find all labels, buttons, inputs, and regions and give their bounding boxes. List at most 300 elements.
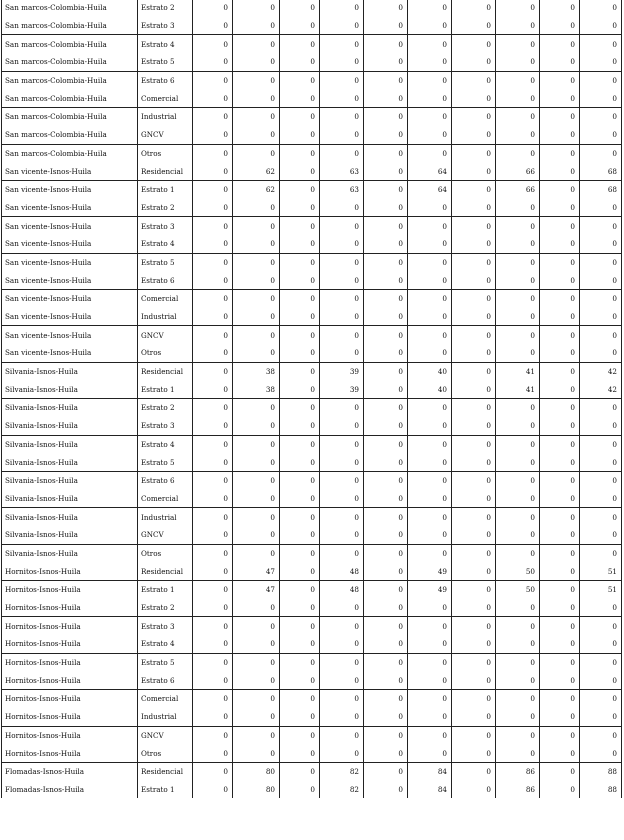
municipio-cell: Silvania-Isnos-Huila [2, 380, 138, 398]
value-cell: 0 [540, 199, 580, 217]
value-cell: 0 [580, 599, 622, 617]
value-cell: 0 [496, 399, 540, 417]
value-cell: 0 [320, 435, 364, 453]
table-row [2, 581, 622, 599]
value-cell: 0 [452, 144, 496, 162]
municipio-cell: San vicente-Isnos-Huila [2, 253, 138, 271]
value-cell: 0 [364, 490, 408, 508]
estrato-cell: Industrial [138, 708, 193, 726]
value-cell: 0 [452, 490, 496, 508]
value-cell: 0 [193, 671, 233, 689]
value-cell: 0 [452, 35, 496, 53]
value-cell: 0 [280, 671, 320, 689]
value-cell: 0 [408, 471, 452, 489]
value-cell: 0 [452, 162, 496, 180]
value-cell: 0 [364, 344, 408, 362]
table-body [2, 0, 622, 798]
value-cell: 0 [540, 744, 580, 762]
value-cell: 0 [280, 235, 320, 253]
value-cell: 64 [408, 162, 452, 180]
value-cell: 0 [320, 326, 364, 344]
estrato-cell: Industrial [138, 308, 193, 326]
value-cell: 0 [280, 35, 320, 53]
value-cell: 0 [408, 253, 452, 271]
value-cell: 0 [580, 671, 622, 689]
value-cell: 0 [452, 399, 496, 417]
value-cell: 0 [496, 544, 540, 562]
value-cell: 0 [496, 326, 540, 344]
value-cell: 0 [452, 417, 496, 435]
table-row [2, 508, 622, 526]
value-cell: 0 [452, 326, 496, 344]
value-cell: 0 [364, 635, 408, 653]
value-cell: 0 [193, 253, 233, 271]
value-cell: 0 [280, 217, 320, 235]
value-cell: 0 [280, 744, 320, 762]
value-cell: 0 [233, 326, 280, 344]
value-cell: 0 [193, 344, 233, 362]
value-cell: 0 [320, 199, 364, 217]
table-row [2, 417, 622, 435]
value-cell: 0 [233, 417, 280, 435]
value-cell: 38 [233, 380, 280, 398]
value-cell: 0 [452, 235, 496, 253]
value-cell: 0 [193, 781, 233, 799]
value-cell: 0 [233, 744, 280, 762]
value-cell: 0 [320, 726, 364, 744]
value-cell: 0 [452, 708, 496, 726]
municipio-cell: Silvania-Isnos-Huila [2, 417, 138, 435]
value-cell: 0 [233, 726, 280, 744]
value-cell: 0 [233, 708, 280, 726]
table-row [2, 635, 622, 653]
estrato-cell: Estrato 6 [138, 271, 193, 289]
estrato-cell: Residencial [138, 362, 193, 380]
value-cell: 39 [320, 362, 364, 380]
value-cell: 0 [580, 708, 622, 726]
table-row [2, 71, 622, 89]
table-row [2, 344, 622, 362]
value-cell: 0 [193, 235, 233, 253]
value-cell: 0 [193, 180, 233, 198]
value-cell: 0 [193, 581, 233, 599]
table-row [2, 108, 622, 126]
table-row [2, 53, 622, 71]
estrato-cell: Otros [138, 744, 193, 762]
value-cell: 0 [580, 17, 622, 35]
value-cell: 0 [364, 362, 408, 380]
value-cell: 0 [320, 453, 364, 471]
municipio-cell: San vicente-Isnos-Huila [2, 162, 138, 180]
municipio-cell: San marcos-Colombia-Huila [2, 35, 138, 53]
value-cell: 0 [496, 144, 540, 162]
value-cell: 0 [408, 144, 452, 162]
value-cell: 0 [233, 635, 280, 653]
value-cell: 0 [496, 108, 540, 126]
value-cell: 0 [540, 89, 580, 107]
value-cell: 0 [496, 53, 540, 71]
table-row [2, 744, 622, 762]
value-cell: 0 [280, 344, 320, 362]
value-cell: 0 [452, 380, 496, 398]
value-cell: 0 [540, 399, 580, 417]
value-cell: 0 [540, 599, 580, 617]
value-cell: 0 [540, 271, 580, 289]
value-cell: 0 [580, 690, 622, 708]
value-cell: 0 [580, 290, 622, 308]
municipio-cell: Hornitos-Isnos-Huila [2, 726, 138, 744]
value-cell: 0 [280, 653, 320, 671]
value-cell: 0 [320, 71, 364, 89]
value-cell: 0 [496, 690, 540, 708]
value-cell: 0 [280, 71, 320, 89]
table-row [2, 726, 622, 744]
value-cell: 0 [193, 526, 233, 544]
municipio-cell: San vicente-Isnos-Huila [2, 180, 138, 198]
municipio-cell: San vicente-Isnos-Huila [2, 271, 138, 289]
table-row [2, 671, 622, 689]
value-cell: 0 [580, 344, 622, 362]
value-cell: 0 [364, 744, 408, 762]
table-row [2, 617, 622, 635]
value-cell: 86 [496, 781, 540, 799]
value-cell: 0 [364, 581, 408, 599]
table-row [2, 562, 622, 580]
value-cell: 0 [280, 581, 320, 599]
value-cell: 0 [233, 71, 280, 89]
value-cell: 0 [193, 271, 233, 289]
value-cell: 0 [408, 126, 452, 144]
table-row [2, 326, 622, 344]
estrato-cell: Residencial [138, 562, 193, 580]
estrato-cell: Estrato 3 [138, 217, 193, 235]
estrato-cell: Estrato 2 [138, 199, 193, 217]
value-cell: 0 [193, 53, 233, 71]
table-row [2, 180, 622, 198]
value-cell: 0 [193, 653, 233, 671]
value-cell: 0 [408, 271, 452, 289]
value-cell: 0 [540, 635, 580, 653]
municipio-cell: Hornitos-Isnos-Huila [2, 653, 138, 671]
value-cell: 0 [540, 253, 580, 271]
value-cell: 0 [364, 253, 408, 271]
municipio-cell: Silvania-Isnos-Huila [2, 544, 138, 562]
table-row [2, 35, 622, 53]
value-cell: 0 [320, 417, 364, 435]
value-cell: 0 [496, 653, 540, 671]
value-cell: 0 [580, 199, 622, 217]
value-cell: 0 [280, 162, 320, 180]
value-cell: 0 [364, 471, 408, 489]
value-cell: 0 [280, 708, 320, 726]
value-cell: 0 [452, 89, 496, 107]
value-cell: 0 [193, 726, 233, 744]
value-cell: 66 [496, 162, 540, 180]
municipio-cell: San vicente-Isnos-Huila [2, 308, 138, 326]
value-cell: 0 [496, 290, 540, 308]
value-cell: 0 [233, 0, 280, 17]
municipio-cell: Hornitos-Isnos-Huila [2, 581, 138, 599]
value-cell: 0 [280, 53, 320, 71]
value-cell: 0 [280, 490, 320, 508]
table-row [2, 362, 622, 380]
value-cell: 0 [540, 35, 580, 53]
value-cell: 84 [408, 762, 452, 780]
estrato-cell: Otros [138, 344, 193, 362]
estrato-cell: Comercial [138, 290, 193, 308]
value-cell: 0 [320, 490, 364, 508]
table-row [2, 89, 622, 107]
table-row [2, 544, 622, 562]
value-cell: 0 [452, 617, 496, 635]
value-cell: 0 [496, 726, 540, 744]
estrato-cell: Otros [138, 544, 193, 562]
value-cell: 0 [452, 562, 496, 580]
municipio-cell: Silvania-Isnos-Huila [2, 453, 138, 471]
estrato-cell: Estrato 6 [138, 671, 193, 689]
municipio-cell: San marcos-Colombia-Huila [2, 53, 138, 71]
value-cell: 82 [320, 781, 364, 799]
value-cell: 0 [320, 671, 364, 689]
value-cell: 0 [193, 744, 233, 762]
value-cell: 0 [280, 0, 320, 17]
value-cell: 0 [193, 399, 233, 417]
value-cell: 0 [452, 253, 496, 271]
value-cell: 0 [540, 490, 580, 508]
value-cell: 0 [364, 217, 408, 235]
value-cell: 0 [540, 0, 580, 17]
table-row [2, 199, 622, 217]
value-cell: 0 [364, 508, 408, 526]
value-cell: 0 [193, 544, 233, 562]
value-cell: 41 [496, 380, 540, 398]
value-cell: 0 [452, 180, 496, 198]
value-cell: 0 [496, 708, 540, 726]
municipio-cell: San vicente-Isnos-Huila [2, 217, 138, 235]
value-cell: 0 [496, 71, 540, 89]
value-cell: 0 [408, 453, 452, 471]
value-cell: 0 [233, 599, 280, 617]
value-cell: 0 [452, 108, 496, 126]
value-cell: 0 [408, 235, 452, 253]
municipio-cell: Hornitos-Isnos-Huila [2, 708, 138, 726]
value-cell: 0 [364, 399, 408, 417]
value-cell: 0 [540, 526, 580, 544]
municipio-cell: San marcos-Colombia-Huila [2, 126, 138, 144]
value-cell: 0 [540, 471, 580, 489]
municipio-cell: Hornitos-Isnos-Huila [2, 599, 138, 617]
value-cell: 0 [364, 53, 408, 71]
value-cell: 0 [408, 53, 452, 71]
value-cell: 0 [408, 108, 452, 126]
municipio-cell: Hornitos-Isnos-Huila [2, 671, 138, 689]
value-cell: 0 [580, 635, 622, 653]
value-cell: 0 [364, 126, 408, 144]
value-cell: 0 [193, 0, 233, 17]
value-cell: 0 [320, 35, 364, 53]
municipio-cell: Silvania-Isnos-Huila [2, 508, 138, 526]
estrato-cell: Estrato 3 [138, 17, 193, 35]
value-cell: 80 [233, 781, 280, 799]
value-cell: 0 [540, 417, 580, 435]
value-cell: 0 [580, 471, 622, 489]
value-cell: 0 [540, 617, 580, 635]
table-row [2, 271, 622, 289]
value-cell: 0 [320, 217, 364, 235]
municipio-cell: Silvania-Isnos-Huila [2, 490, 138, 508]
municipio-cell: San marcos-Colombia-Huila [2, 71, 138, 89]
value-cell: 0 [496, 453, 540, 471]
value-cell: 0 [452, 271, 496, 289]
value-cell: 0 [364, 671, 408, 689]
value-cell: 0 [540, 217, 580, 235]
value-cell: 0 [540, 144, 580, 162]
value-cell: 0 [233, 199, 280, 217]
estrato-cell: Estrato 3 [138, 417, 193, 435]
value-cell: 0 [193, 690, 233, 708]
value-cell: 0 [193, 144, 233, 162]
value-cell: 0 [364, 617, 408, 635]
value-cell: 0 [233, 471, 280, 489]
value-cell: 0 [580, 617, 622, 635]
value-cell: 0 [193, 89, 233, 107]
estrato-cell: Estrato 4 [138, 635, 193, 653]
value-cell: 0 [364, 271, 408, 289]
estrato-cell: Estrato 5 [138, 53, 193, 71]
value-cell: 0 [540, 690, 580, 708]
estrato-cell: Estrato 5 [138, 453, 193, 471]
value-cell: 0 [280, 617, 320, 635]
value-cell: 0 [233, 490, 280, 508]
value-cell: 0 [364, 199, 408, 217]
value-cell: 0 [540, 235, 580, 253]
value-cell: 40 [408, 362, 452, 380]
estrato-cell: Estrato 5 [138, 653, 193, 671]
value-cell: 0 [540, 781, 580, 799]
value-cell: 0 [408, 526, 452, 544]
value-cell: 80 [233, 762, 280, 780]
table-row [2, 435, 622, 453]
table-row [2, 762, 622, 780]
value-cell: 0 [452, 71, 496, 89]
value-cell: 0 [408, 344, 452, 362]
value-cell: 0 [540, 126, 580, 144]
value-cell: 0 [496, 308, 540, 326]
municipio-cell: San marcos-Colombia-Huila [2, 108, 138, 126]
value-cell: 88 [580, 781, 622, 799]
value-cell: 0 [233, 526, 280, 544]
value-cell: 0 [364, 453, 408, 471]
value-cell: 0 [540, 108, 580, 126]
municipio-cell: Hornitos-Isnos-Huila [2, 635, 138, 653]
value-cell: 0 [408, 35, 452, 53]
table-row [2, 653, 622, 671]
estrato-cell: GNCV [138, 526, 193, 544]
value-cell: 0 [280, 508, 320, 526]
municipio-cell: Hornitos-Isnos-Huila [2, 744, 138, 762]
estrato-cell: Comercial [138, 690, 193, 708]
value-cell: 0 [496, 271, 540, 289]
estrato-cell: Residencial [138, 762, 193, 780]
value-cell: 0 [580, 108, 622, 126]
value-cell: 0 [408, 726, 452, 744]
value-cell: 0 [580, 253, 622, 271]
table-row [2, 453, 622, 471]
value-cell: 0 [280, 781, 320, 799]
estrato-cell: Estrato 4 [138, 35, 193, 53]
value-cell: 0 [496, 599, 540, 617]
estrato-cell: GNCV [138, 126, 193, 144]
value-cell: 0 [364, 162, 408, 180]
table-row [2, 253, 622, 271]
municipio-cell: San vicente-Isnos-Huila [2, 344, 138, 362]
value-cell: 0 [408, 635, 452, 653]
value-cell: 0 [452, 199, 496, 217]
value-cell: 0 [496, 35, 540, 53]
value-cell: 0 [496, 344, 540, 362]
value-cell: 64 [408, 180, 452, 198]
value-cell: 0 [452, 308, 496, 326]
value-cell: 0 [496, 671, 540, 689]
value-cell: 0 [364, 108, 408, 126]
estrato-cell: GNCV [138, 726, 193, 744]
municipio-cell: Hornitos-Isnos-Huila [2, 562, 138, 580]
value-cell: 86 [496, 762, 540, 780]
estrato-cell: Estrato 1 [138, 581, 193, 599]
value-cell: 0 [364, 653, 408, 671]
value-cell: 0 [280, 435, 320, 453]
value-cell: 0 [280, 453, 320, 471]
value-cell: 0 [452, 453, 496, 471]
value-cell: 0 [233, 217, 280, 235]
value-cell: 0 [320, 253, 364, 271]
estrato-cell: Estrato 4 [138, 435, 193, 453]
value-cell: 63 [320, 162, 364, 180]
value-cell: 0 [233, 435, 280, 453]
estrato-cell: Estrato 3 [138, 617, 193, 635]
value-cell: 0 [320, 290, 364, 308]
value-cell: 0 [408, 544, 452, 562]
value-cell: 0 [496, 253, 540, 271]
estrato-cell: Comercial [138, 89, 193, 107]
value-cell: 0 [496, 744, 540, 762]
value-cell: 0 [364, 89, 408, 107]
value-cell: 0 [580, 435, 622, 453]
value-cell: 51 [580, 562, 622, 580]
estrato-cell: Industrial [138, 108, 193, 126]
value-cell: 0 [193, 453, 233, 471]
value-cell: 0 [320, 544, 364, 562]
value-cell: 0 [408, 290, 452, 308]
value-cell: 0 [280, 17, 320, 35]
value-cell: 0 [280, 762, 320, 780]
table-row [2, 690, 622, 708]
value-cell: 0 [452, 581, 496, 599]
value-cell: 0 [193, 362, 233, 380]
value-cell: 68 [580, 162, 622, 180]
value-cell: 0 [320, 690, 364, 708]
value-cell: 0 [408, 671, 452, 689]
value-cell: 0 [408, 217, 452, 235]
value-cell: 42 [580, 362, 622, 380]
value-cell: 0 [496, 435, 540, 453]
table-row [2, 162, 622, 180]
value-cell: 0 [193, 290, 233, 308]
value-cell: 0 [193, 762, 233, 780]
value-cell: 0 [193, 708, 233, 726]
value-cell: 0 [540, 581, 580, 599]
value-cell: 0 [280, 562, 320, 580]
